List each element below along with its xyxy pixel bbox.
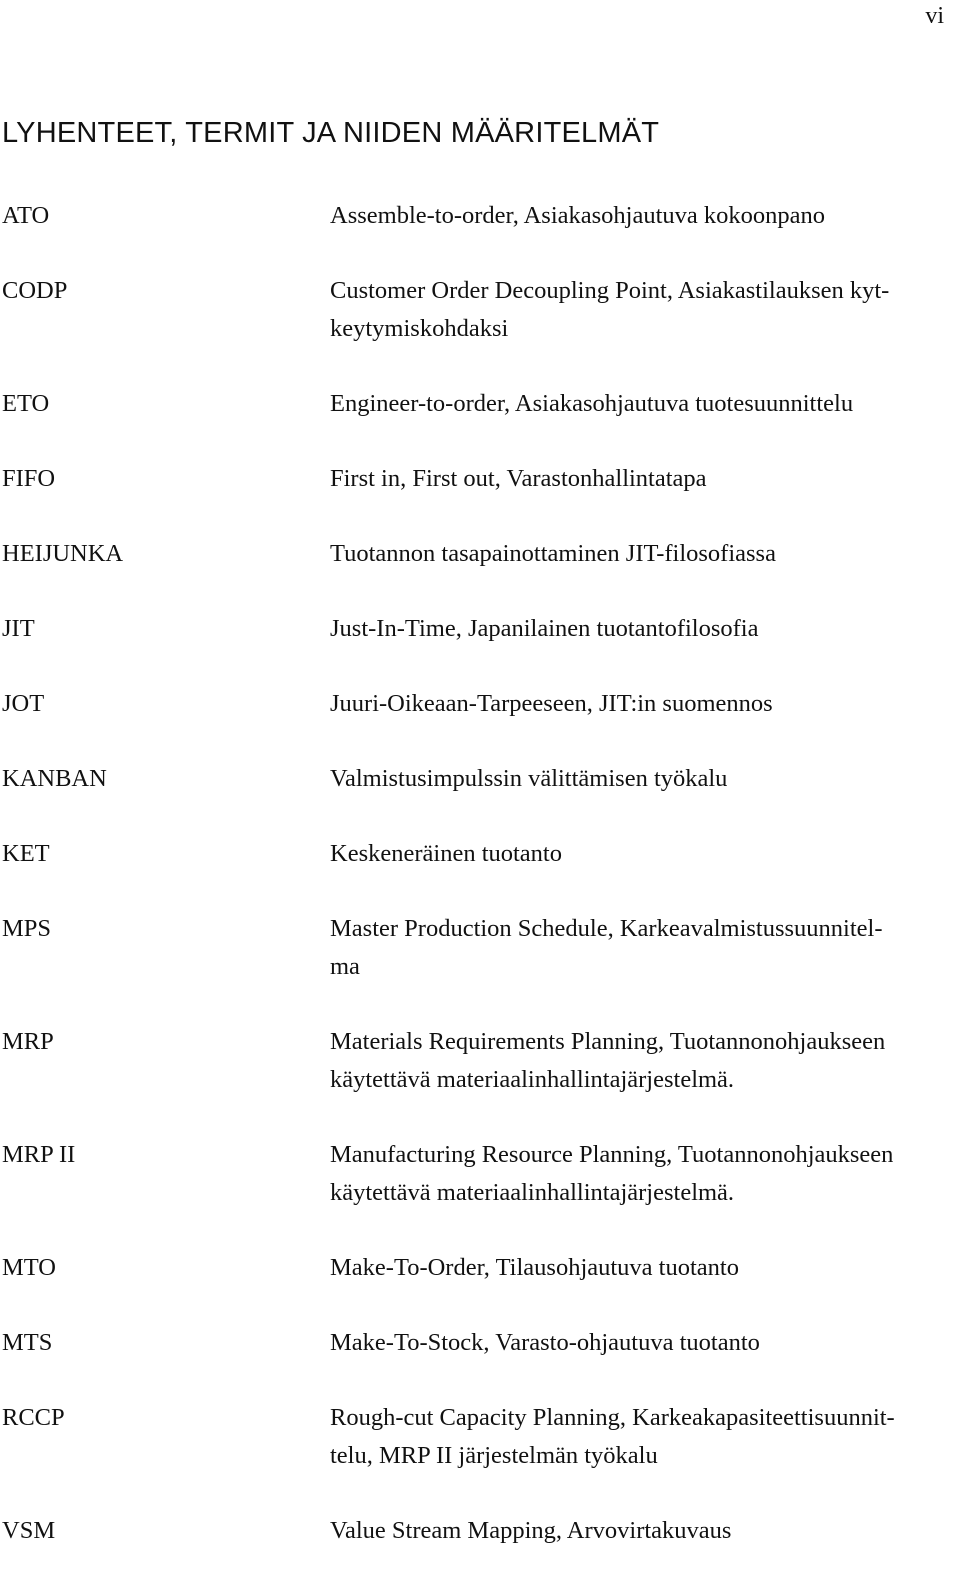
glossary-entry-eto	[0, 385, 960, 423]
term: KANBAN	[2, 765, 107, 792]
term: RCCP	[2, 1404, 65, 1431]
glossary-entry-kanban	[0, 760, 960, 798]
definition: Keskeneräinen tuotanto	[330, 840, 562, 867]
definition: Assemble-to-order, Asiakasohjautuva kokoonpano	[330, 202, 826, 229]
definition: Customer Order Decoupling Point, Asiakastilauksen kyt- keytymiskohdaksi	[330, 277, 890, 342]
definition: Rough-cut Capacity Planning, Karkeakapasiteettisuunnit- telu, MRP II järjestelmän työkalu	[330, 1404, 895, 1469]
definition: Tuotannon tasapainottaminen JIT-filosofiassa	[330, 540, 776, 567]
definition: Make-To-Order, Tilausohjautuva tuotanto	[330, 1254, 739, 1281]
term: JIT	[2, 615, 35, 642]
term: MTO	[2, 1254, 57, 1281]
definition: Juuri-Oikeaan-Tarpeeseen, JIT:in suomennos	[330, 690, 773, 717]
glossary-entry-fifo	[0, 460, 960, 498]
glossary-entry-mrp-ii	[0, 1136, 960, 1212]
term: MTS	[2, 1329, 53, 1356]
abbreviation-list	[0, 197, 960, 1587]
glossary-entry-ket	[0, 835, 960, 873]
page-heading: LYHENTEET, TERMIT JA NIIDEN MÄÄRITELMÄT	[2, 117, 660, 149]
term: MRP II	[2, 1141, 76, 1168]
term: JOT	[2, 690, 45, 717]
page-number: vi	[925, 3, 944, 29]
glossary-entry-rccp	[0, 1399, 960, 1475]
glossary-entry-jit	[0, 610, 960, 648]
term: ATO	[2, 202, 50, 229]
definition: Manufacturing Resource Planning, Tuotannonohjaukseen käytettävä materiaalinhallintajärjestelmä.	[330, 1141, 894, 1206]
glossary-entry-codp	[0, 272, 960, 348]
glossary-entry-ato	[0, 197, 960, 235]
glossary-entry-mrp	[0, 1023, 960, 1099]
glossary-entry-heijunka	[0, 535, 960, 573]
term: CODP	[2, 277, 68, 304]
glossary-entry-mto	[0, 1249, 960, 1287]
definition: Make-To-Stock, Varasto-ohjautuva tuotanto	[330, 1329, 760, 1356]
term: KET	[2, 840, 50, 867]
term: MPS	[2, 915, 52, 942]
definition: Just-In-Time, Japanilainen tuotantofilosofia	[330, 615, 759, 642]
definition: Valmistusimpulssin välittämisen työkalu	[330, 765, 728, 792]
definition: Master Production Schedule, Karkeavalmistussuunnitel- ma	[330, 915, 883, 980]
term: ETO	[2, 390, 50, 417]
definition: Materials Requirements Planning, Tuotannonohjaukseen käytettävä materiaalinhallintajärjestelmä.	[330, 1028, 886, 1093]
term: VSM	[2, 1517, 56, 1544]
glossary-entry-vsm	[0, 1512, 960, 1550]
definition: Engineer-to-order, Asiakasohjautuva tuotesuunnittelu	[330, 390, 854, 417]
definition: First in, First out, Varastonhallintatapa	[330, 465, 707, 492]
glossary-entry-mps	[0, 910, 960, 986]
definition: Value Stream Mapping, Arvovirtakuvaus	[330, 1517, 732, 1544]
term: HEIJUNKA	[2, 540, 124, 567]
glossary-entry-mts	[0, 1324, 960, 1362]
term: MRP	[2, 1028, 54, 1055]
glossary-entry-jot	[0, 685, 960, 723]
term: FIFO	[2, 465, 56, 492]
